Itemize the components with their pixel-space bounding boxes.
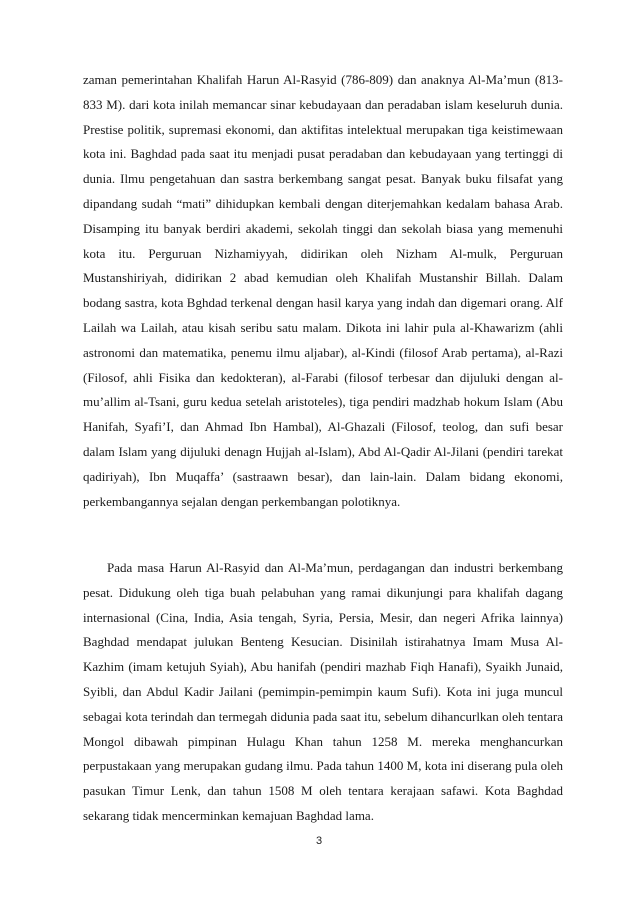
page-number: 3: [315, 835, 323, 847]
paragraph: zaman pemerintahan Khalifah Harun Al-Rasyid (786-809) dan anaknya Al-Ma’mun (813-833 M). dari kota inilah memancar sinar kebudayaan dan peradaban islam keseluruh dunia. Prestise politik, supremasi ekonomi, dan aktifitas intelektual merupakan tiga keistimewaan kota ini. Baghdad pada saat itu menjadi pusat peradaban dan kebudayaan yang tertinggi di dunia. Ilmu pengetahuan dan sastra berkembang sangat pesat. Banyak buku filsafat yang dipandang sudah “mati” dihidupkan kembali dengan diterjemahkan kedalam bahasa Arab. Disamping itu banyak berdiri akademi, sekolah tinggi dan sekolah biasa yang memenuhi kota itu. Perguruan Nizhamiyyah, didirikan oleh Nizham Al-mulk, Perguruan Mustanshiriyah, didirikan 2 abad kemudian oleh Khalifah Mustanshir Billah. Dalam bodang sastra, kota Bghdad terkenal dengan hasil karya yang indah dan digemari orang. Alf Lailah wa Lailah, atau kisah seribu satu malam. Dikota ini lahir pula al-Khawarizm (ahli astronomi dan matematika, penemu ilmu aljabar), al-Kindi (filosof Arab pertama), al-Razi (Filosof, ahli Fisika dan kedokteran), al-Farabi (filosof terbesar dan dijuluki dengan al-mu’allim al-Tsani, guru kedua setelah aristoteles), tiga pendiri madzhab hokum Islam (Abu Hanifah, Syafi’I, dan Ahmad Ibn Hambal), Al-Ghazali (Filosof, teolog, dan sufi besar dalam Islam yang dijuluki denagn Hujjah al-Islam), Abd Al-Qadir Al-Jilani (pendiri tarekat qadiriyah), Ibn Muqaffa’ (sastraawn besar), dan lain-lain. Dalam bidang ekonomi, perkembangannya sejalan dengan perkembangan polotiknya.: [83, 72, 563, 509]
paragraph: Pada masa Harun Al-Rasyid dan Al-Ma’mun, perdagangan dan industri berkembang pesat. Didukung oleh tiga buah pelabuhan yang ramai dikunjungi para khalifah dagang internasional (Cina, India, Asia tengah, Syria, Persia, Mesir, dan negeri Afrika lainnya) Baghdad mendapat julukan Benteng Kesucian. Disinilah istirahatnya Imam Musa Al-Kazhim (imam ketujuh Syiah), Abu hanifah (pendiri mazhab Fiqh Hanafi), Syaikh Junaid, Syibli, dan Abdul Kadir Jailani (pemimpin-pemimpin kaum Sufi). Kota ini juga muncul sebagai kota terindah dan termegah didunia pada saat itu, sebelum dihancurlkan oleh tentara Mongol dibawah pimpinan Hulagu Khan tahun 1258 M. mereka menghancurkan perpustakaan yang merupakan gudang ilmu. Pada tahun 1400 M, kota ini diserang pula oleh pasukan Timur Lenk, dan tahun 1508 M oleh tentara kerajaan safawi. Kota Baghdad sekarang tidak mencerminkan kemajuan Baghdad lama.: [83, 560, 563, 823]
